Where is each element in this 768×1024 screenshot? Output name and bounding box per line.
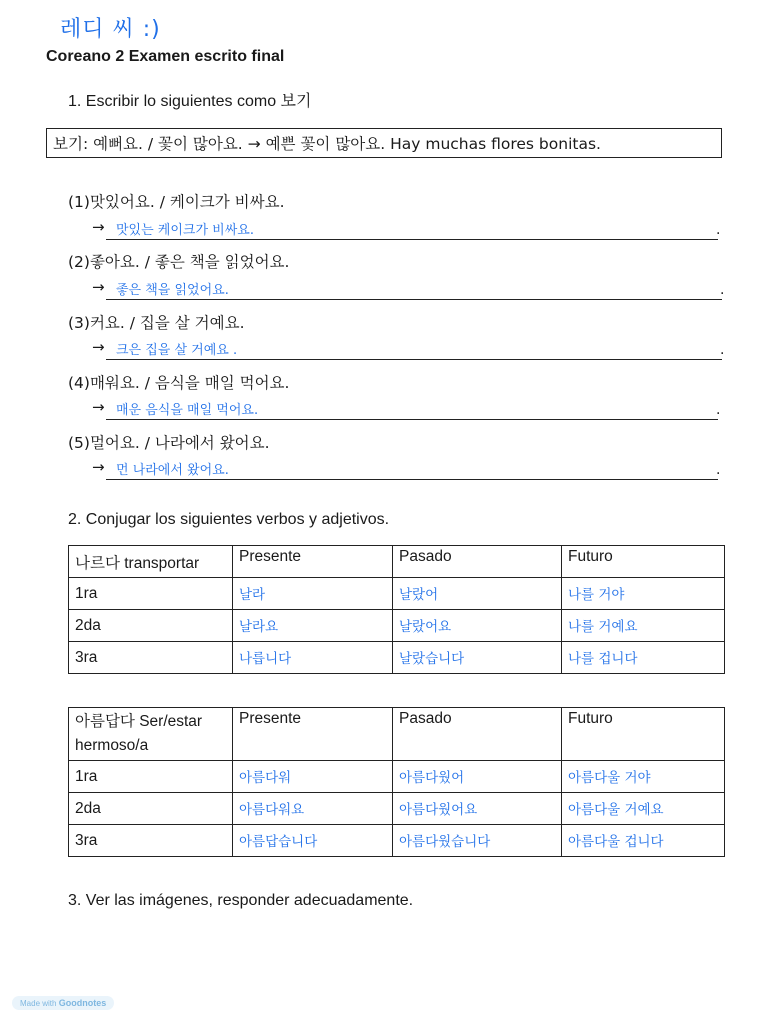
arrow-icon: → (92, 458, 105, 476)
row-label: 1ra (69, 578, 233, 610)
answer-cell: 아름다워요 (239, 802, 305, 818)
item-3-answer-row (92, 340, 724, 360)
answer-cell: 아름답습니다 (239, 834, 318, 850)
item-5-prompt: (5)멀어요. / 나라에서 왔어요. (68, 434, 270, 452)
item-2-answer: 좋은 책을 읽었어요. (116, 283, 229, 298)
row-label: 2da (69, 610, 233, 642)
period-mark: . (716, 402, 721, 418)
question-2-heading: 2. Conjugar los siguientes verbos y adjetivos. (68, 511, 390, 528)
table-header-row (69, 546, 725, 578)
table-row (69, 761, 725, 793)
item-2-answer-row (92, 280, 724, 300)
conjugation-table-areumdapda (68, 707, 725, 857)
period-mark: . (720, 282, 725, 298)
arrow-icon: → (92, 398, 105, 416)
item-4-answer-row (92, 400, 724, 420)
period-mark: . (720, 342, 725, 358)
question-1-heading: 1. Escribir lo siguientes como 보기 (68, 93, 312, 110)
answer-line (106, 239, 718, 240)
table-row (69, 642, 725, 674)
header-futuro: Futuro (562, 708, 725, 761)
answer-cell: 아름다웠어요 (399, 802, 478, 818)
page-title: Coreano 2 Examen escrito final (46, 48, 285, 65)
table-row (69, 793, 725, 825)
answer-cell: 아름다울 거예요 (568, 802, 664, 818)
answer-cell: 날라요 (239, 619, 279, 635)
item-5-answer: 먼 나라에서 왔어요. (116, 463, 229, 478)
goodnotes-badge (12, 996, 114, 1010)
answer-cell: 나를 거야 (568, 587, 625, 603)
answer-cell: 아름다워 (239, 770, 292, 786)
item-4-prompt: (4)매워요. / 음식을 매일 먹어요. (68, 374, 290, 392)
item-4-answer: 매운 음식을 매일 먹어요. (116, 403, 259, 418)
row-label: 3ra (69, 825, 233, 857)
answer-line (106, 419, 718, 420)
row-label: 3ra (69, 642, 233, 674)
item-1-answer-row (92, 220, 724, 240)
header-pasado: Pasado (393, 546, 562, 578)
answer-cell: 나를 겁니다 (568, 651, 638, 667)
answer-cell: 날랐습니다 (399, 651, 465, 667)
answer-cell: 아름다울 거야 (568, 770, 651, 786)
student-name: 레디 씨 :) (60, 17, 161, 42)
table-row (69, 610, 725, 642)
answer-cell: 나릅니다 (239, 651, 292, 667)
answer-cell: 아름다웠습니다 (399, 834, 491, 850)
answer-cell: 날랐어요 (399, 619, 452, 635)
item-5-answer-row (92, 460, 724, 480)
question-3-heading: 3. Ver las imágenes, responder adecuadamente. (68, 892, 414, 909)
item-3-answer: 크은 집을 살 거예요 . (116, 343, 238, 358)
answer-cell: 날라 (239, 587, 266, 603)
table-row (69, 578, 725, 610)
period-mark: . (716, 222, 721, 238)
item-1-prompt: (1)맛있어요. / 케이크가 비싸요. (68, 193, 285, 211)
row-label: 1ra (69, 761, 233, 793)
answer-cell: 아름다웠어 (399, 770, 465, 786)
header-pasado: Pasado (393, 708, 562, 761)
item-1-answer: 맛있는 케이크가 비싸요. (116, 223, 254, 238)
item-3-prompt: (3)커요. / 집을 살 거예요. (68, 314, 245, 332)
arrow-icon: → (92, 218, 105, 236)
header-futuro: Futuro (562, 546, 725, 578)
answer-line (106, 299, 722, 300)
made-with-label: Made with (20, 999, 57, 1008)
adjective-header: 아름답다 Ser/estar hermoso/a (69, 708, 233, 761)
table-header-row (69, 708, 725, 761)
row-label: 2da (69, 793, 233, 825)
answer-line (106, 479, 718, 480)
header-presente: Presente (233, 708, 393, 761)
period-mark: . (716, 462, 721, 478)
verb-header: 나르다 transportar (69, 546, 233, 578)
answer-cell: 아름다울 겁니다 (568, 834, 664, 850)
example-box: 보기: 예뻐요. / 꽃이 많아요. → 예쁜 꽃이 많아요. Hay muchas flores bonitas. (46, 128, 722, 158)
arrow-icon: → (92, 278, 105, 296)
conjugation-table-nareuda (68, 545, 725, 674)
table-row (69, 825, 725, 857)
header-presente: Presente (233, 546, 393, 578)
answer-line (106, 359, 722, 360)
item-2-prompt: (2)좋아요. / 좋은 책을 읽었어요. (68, 253, 290, 271)
arrow-icon: → (92, 338, 105, 356)
goodnotes-brand: Goodnotes (58, 998, 107, 1008)
answer-cell: 날랐어 (399, 587, 439, 603)
answer-cell: 나를 거예요 (568, 619, 638, 635)
